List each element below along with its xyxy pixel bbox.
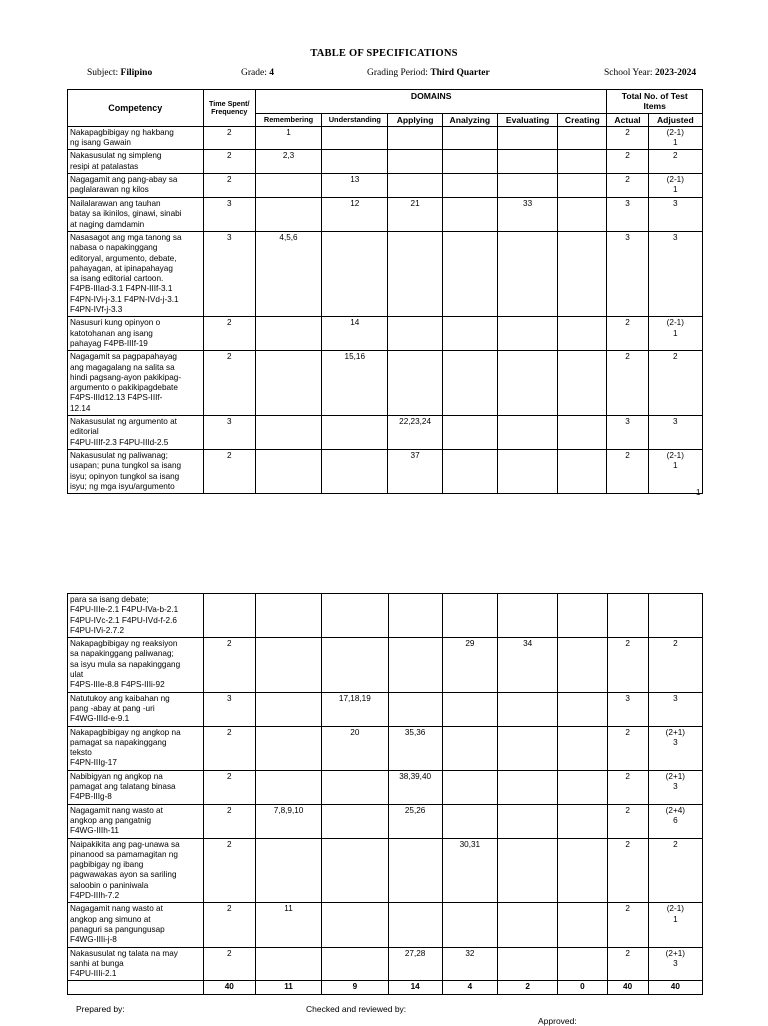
creating-cell <box>558 416 607 450</box>
applying-cell <box>388 150 442 174</box>
understanding-cell <box>322 594 388 638</box>
evaluating-cell <box>497 317 557 351</box>
analyzing-cell: 30,31 <box>442 838 497 903</box>
understanding-cell <box>322 770 388 804</box>
understanding-cell: 14 <box>322 317 388 351</box>
applying-cell <box>388 838 442 903</box>
applying-cell <box>388 692 442 726</box>
creating-cell <box>558 770 607 804</box>
evaluating-cell <box>498 692 558 726</box>
table-row <box>68 692 703 726</box>
evaluating-cell <box>497 416 557 450</box>
remembering-cell: 4,5,6 <box>255 231 321 316</box>
total-applying-cell: 14 <box>388 981 442 994</box>
creating-cell <box>558 126 607 150</box>
total-understanding-cell: 9 <box>322 981 388 994</box>
analyzing-cell <box>442 416 497 450</box>
applying-cell: 21 <box>388 198 442 232</box>
header-evaluating: Evaluating <box>497 113 557 126</box>
school-year-value: 2023-2024 <box>654 68 697 78</box>
remembering-cell <box>255 449 321 493</box>
competency-cell: Nabibigyan ng angkop na pamagat ang talatang binasa F4PB-IIIg-8 <box>68 770 204 804</box>
analyzing-cell <box>442 351 497 416</box>
analyzing-cell <box>442 903 497 947</box>
subject-label: Subject: <box>87 68 119 78</box>
total-time-cell: 40 <box>203 981 255 994</box>
competency-cell: Nakasusulat ng argumento at editorial F4PU-IIIf-2.3 F4PU-IIId-2.5 <box>68 416 204 450</box>
evaluating-cell: 33 <box>497 198 557 232</box>
table-row <box>68 726 703 770</box>
understanding-cell: 12 <box>322 198 388 232</box>
actual-cell: 2 <box>607 804 648 838</box>
remembering-cell <box>255 174 321 198</box>
understanding-cell <box>322 947 388 981</box>
remembering-cell <box>255 351 321 416</box>
creating-cell <box>558 804 607 838</box>
adjusted-cell: 2 <box>648 351 702 416</box>
evaluating-cell <box>498 838 558 903</box>
evaluating-cell <box>498 594 558 638</box>
analyzing-cell <box>442 126 497 150</box>
creating-cell <box>558 317 607 351</box>
adjusted-cell: (2+1) 3 <box>648 770 702 804</box>
time-cell: 2 <box>203 804 255 838</box>
adjusted-cell: 2 <box>648 838 702 903</box>
remembering-cell <box>255 838 321 903</box>
understanding-cell: 20 <box>322 726 388 770</box>
evaluating-cell <box>498 804 558 838</box>
applying-cell: 25,26 <box>388 804 442 838</box>
total-evaluating-cell: 2 <box>498 981 558 994</box>
competency-cell: para sa isang debate; F4PU-IIIe-2.1 F4PU-IVa-b-2.1 F4PU-IVc-2.1 F4PU-IVd-f-2.6 F4PU-IVi-2.7.2 <box>68 594 204 638</box>
adjusted-cell: 2 <box>648 150 702 174</box>
adjusted-cell: (2+1) 3 <box>648 726 702 770</box>
competency-cell: Nakasusulat ng paliwanag; usapan; puna tungkol sa isang isyu; opinyon tungkol sa isang isyu; ng mga isyu/argumento <box>68 449 204 493</box>
adjusted-cell: (2-1) 1 <box>648 174 702 198</box>
understanding-cell <box>322 449 388 493</box>
understanding-cell <box>322 150 388 174</box>
applying-cell <box>388 174 442 198</box>
total-competency-cell <box>68 981 204 994</box>
creating-cell <box>558 231 607 316</box>
competency-cell: Nagagamit ang pang-abay sa paglalarawan ng kilos <box>68 174 204 198</box>
header-time-spent: Time Spent/ Frequency <box>203 90 255 127</box>
analyzing-cell <box>442 174 497 198</box>
remembering-cell <box>255 317 321 351</box>
total-adjusted-cell: 40 <box>648 981 702 994</box>
actual-cell: 2 <box>607 947 648 981</box>
remembering-cell <box>255 198 321 232</box>
table-row <box>68 231 703 316</box>
applying-cell <box>388 231 442 316</box>
competency-cell: Nakapagbibigay ng angkop na pamagat sa napakinggang teksto F4PN-IIIg-17 <box>68 726 204 770</box>
table-row <box>68 351 703 416</box>
remembering-cell <box>255 638 321 692</box>
creating-cell <box>558 449 607 493</box>
creating-cell <box>558 150 607 174</box>
actual-cell: 2 <box>607 726 648 770</box>
table-row <box>68 198 703 232</box>
table-row <box>68 594 703 638</box>
remembering-cell: 11 <box>255 903 321 947</box>
remembering-cell: 2,3 <box>255 150 321 174</box>
understanding-cell <box>322 804 388 838</box>
adjusted-cell: 3 <box>648 692 702 726</box>
creating-cell <box>558 692 607 726</box>
table-row <box>68 449 703 493</box>
actual-cell: 2 <box>607 838 648 903</box>
applying-cell: 37 <box>388 449 442 493</box>
total-creating-cell: 0 <box>558 981 607 994</box>
analyzing-cell: 29 <box>442 638 497 692</box>
analyzing-cell <box>442 726 497 770</box>
evaluating-cell <box>498 770 558 804</box>
understanding-cell <box>322 638 388 692</box>
table-row <box>68 903 703 947</box>
grade-value: 4 <box>269 68 274 78</box>
understanding-cell <box>322 126 388 150</box>
applying-cell <box>388 638 442 692</box>
remembering-cell <box>255 770 321 804</box>
header-creating: Creating <box>558 113 607 126</box>
time-cell: 3 <box>203 692 255 726</box>
evaluating-cell <box>497 231 557 316</box>
actual-cell: 3 <box>607 198 648 232</box>
document-title: TABLE OF SPECIFICATIONS <box>310 48 458 59</box>
grade-label: Grade: <box>241 68 267 78</box>
applying-cell <box>388 594 442 638</box>
table-row <box>68 416 703 450</box>
evaluating-cell <box>498 903 558 947</box>
analyzing-cell <box>442 594 497 638</box>
header-actual: Actual <box>607 113 648 126</box>
applying-cell: 35,36 <box>388 726 442 770</box>
time-cell: 2 <box>203 126 255 150</box>
header-total-items: Total No. of Test Items <box>607 90 703 114</box>
remembering-cell: 7,8,9,10 <box>255 804 321 838</box>
table-row <box>68 770 703 804</box>
actual-cell <box>607 594 648 638</box>
totals-row <box>68 981 703 994</box>
subject-info <box>87 68 152 78</box>
applying-cell: 22,23,24 <box>388 416 442 450</box>
understanding-cell <box>322 903 388 947</box>
time-cell: 2 <box>203 317 255 351</box>
actual-cell: 2 <box>607 317 648 351</box>
remembering-cell <box>255 726 321 770</box>
creating-cell <box>558 947 607 981</box>
competency-cell: Nagagamit sa pagpapahayag ang magagalang na salita sa hindi pagsang-ayon pakikipag- argumento o pakikipagdebate F4PS-IIId12.13 F4PS-IIIf- 12.14 <box>68 351 204 416</box>
header-domains: DOMAINS <box>255 90 607 114</box>
competency-cell: Nakasusulat ng talata na may sanhi at bunga F4PU-IIIi-2.1 <box>68 947 204 981</box>
school-year-info <box>604 68 696 78</box>
time-cell: 2 <box>203 638 255 692</box>
subject-value: Filipino <box>120 68 153 78</box>
actual-cell: 2 <box>607 903 648 947</box>
analyzing-cell <box>442 770 497 804</box>
competency-cell: Nailalarawan ang tauhan batay sa ikinilos, ginawi, sinabi at naging damdamin <box>68 198 204 232</box>
adjusted-cell: (2-1) 1 <box>648 126 702 150</box>
creating-cell <box>558 638 607 692</box>
table-row <box>68 638 703 692</box>
remembering-cell <box>255 594 321 638</box>
time-cell: 3 <box>203 416 255 450</box>
understanding-cell: 15,16 <box>322 351 388 416</box>
time-cell: 2 <box>203 838 255 903</box>
actual-cell: 3 <box>607 692 648 726</box>
analyzing-cell <box>442 150 497 174</box>
adjusted-cell: (2-1) 1 <box>648 903 702 947</box>
analyzing-cell <box>442 231 497 316</box>
grading-period-label: Grading Period: <box>367 68 428 78</box>
specifications-table-page-1 <box>67 89 703 494</box>
table-row <box>68 126 703 150</box>
understanding-cell: 13 <box>322 174 388 198</box>
competency-cell: Nasasagot ang mga tanong sa nabasa o napakinggang editoryal, argumento, debate, pahayagan, at ipinapahayag sa isang editorial cartoon. F4PB-IIIad-3.1 F4PN-IIIf-3.1 F4PN-IVi-j-3.1 F4PN-IVd-j-3.1 F4PN-IVf-j-3.3 <box>68 231 204 316</box>
actual-cell: 2 <box>607 174 648 198</box>
evaluating-cell <box>497 150 557 174</box>
competency-cell: Nakapagbibigay ng hakbang ng isang Gawain <box>68 126 204 150</box>
header-applying: Applying <box>388 113 442 126</box>
time-cell: 2 <box>203 449 255 493</box>
time-cell: 2 <box>203 947 255 981</box>
time-cell: 2 <box>203 351 255 416</box>
competency-cell: Nagagamit nang wasto at angkop ang simuno at panaguri sa pangungusap F4WG-IIIi-j-8 <box>68 903 204 947</box>
header-adjusted: Adjusted <box>648 113 702 126</box>
actual-cell: 2 <box>607 449 648 493</box>
actual-cell: 2 <box>607 770 648 804</box>
creating-cell <box>558 198 607 232</box>
evaluating-cell <box>498 726 558 770</box>
remembering-cell: 1 <box>255 126 321 150</box>
applying-cell: 38,39,40 <box>388 770 442 804</box>
total-analyzing-cell: 4 <box>442 981 497 994</box>
creating-cell <box>558 903 607 947</box>
header-analyzing: Analyzing <box>442 113 497 126</box>
evaluating-cell <box>497 126 557 150</box>
adjusted-cell: (2-1) 1 <box>648 449 702 493</box>
adjusted-cell: 3 <box>648 198 702 232</box>
competency-cell: Nagagamit nang wasto at angkop ang pangatnig F4WG-IIIh-11 <box>68 804 204 838</box>
evaluating-cell: 34 <box>498 638 558 692</box>
competency-cell: Natutukoy ang kaibahan ng pang -abay at pang -uri F4WG-IIId-e-9.1 <box>68 692 204 726</box>
understanding-cell <box>322 416 388 450</box>
table-row <box>68 317 703 351</box>
adjusted-cell: (2+1) 3 <box>648 947 702 981</box>
total-actual-cell: 40 <box>607 981 648 994</box>
grade-info <box>241 68 274 78</box>
adjusted-cell: 2 <box>648 638 702 692</box>
table-row <box>68 804 703 838</box>
time-cell: 3 <box>203 198 255 232</box>
evaluating-cell <box>497 174 557 198</box>
grading-period-info <box>367 68 490 78</box>
evaluating-cell <box>497 449 557 493</box>
applying-cell <box>388 351 442 416</box>
header-remembering: Remembering <box>255 113 321 126</box>
actual-cell: 2 <box>607 126 648 150</box>
understanding-cell: 17,18,19 <box>322 692 388 726</box>
analyzing-cell <box>442 692 497 726</box>
understanding-cell <box>322 231 388 316</box>
actual-cell: 3 <box>607 231 648 316</box>
time-cell: 2 <box>203 770 255 804</box>
actual-cell: 2 <box>607 351 648 416</box>
actual-cell: 2 <box>607 638 648 692</box>
creating-cell <box>558 351 607 416</box>
competency-cell: Nakapagbibigay ng reaksiyon sa napakinggang paliwanag; sa isyu mula sa napakinggang ulat F4PS-IIIe-8.8 F4PS-IIIi-92 <box>68 638 204 692</box>
actual-cell: 3 <box>607 416 648 450</box>
header-competency: Competency <box>68 90 204 127</box>
applying-cell <box>388 903 442 947</box>
time-cell: 2 <box>203 726 255 770</box>
applying-cell <box>388 317 442 351</box>
specifications-table-page-2 <box>67 593 703 995</box>
total-remembering-cell: 11 <box>255 981 321 994</box>
table-row <box>68 150 703 174</box>
time-cell <box>203 594 255 638</box>
actual-cell: 2 <box>607 150 648 174</box>
school-year-label: School Year: <box>604 68 653 78</box>
analyzing-cell <box>442 317 497 351</box>
analyzing-cell: 32 <box>442 947 497 981</box>
adjusted-cell: 3 <box>648 231 702 316</box>
creating-cell <box>558 838 607 903</box>
applying-cell: 27,28 <box>388 947 442 981</box>
time-cell: 2 <box>203 150 255 174</box>
table-row <box>68 174 703 198</box>
analyzing-cell <box>442 449 497 493</box>
adjusted-cell: (2+4) 6 <box>648 804 702 838</box>
page-number: 1 <box>696 488 701 497</box>
analyzing-cell <box>442 198 497 232</box>
competency-cell: Naipakikita ang pag-unawa sa pinanood sa pamamagitan ng pagbibigay ng ibang pagwawakas ayon sa sariling saloobin o paniniwala F4PD-IIIh-7.2 <box>68 838 204 903</box>
table-row <box>68 947 703 981</box>
understanding-cell <box>322 838 388 903</box>
creating-cell <box>558 726 607 770</box>
creating-cell <box>558 594 607 638</box>
remembering-cell <box>255 416 321 450</box>
approved-label: Approved: <box>538 1016 577 1026</box>
remembering-cell <box>255 947 321 981</box>
competency-cell: Nasusuri kung opinyon o katotohanan ang isang pahayag F4PB-IIIf-19 <box>68 317 204 351</box>
competency-cell: Nakasusulat ng simpleng resipi at patalastas <box>68 150 204 174</box>
table-row <box>68 838 703 903</box>
header-understanding: Understanding <box>322 113 388 126</box>
time-cell: 3 <box>203 231 255 316</box>
creating-cell <box>558 174 607 198</box>
adjusted-cell <box>648 594 702 638</box>
applying-cell <box>388 126 442 150</box>
adjusted-cell: (2-1) 1 <box>648 317 702 351</box>
evaluating-cell <box>498 947 558 981</box>
checked-by-label: Checked and reviewed by: <box>306 1004 407 1014</box>
adjusted-cell: 3 <box>648 416 702 450</box>
analyzing-cell <box>442 804 497 838</box>
time-cell: 2 <box>203 174 255 198</box>
time-cell: 2 <box>203 903 255 947</box>
evaluating-cell <box>497 351 557 416</box>
grading-period-value: Third Quarter <box>430 68 490 78</box>
prepared-by-label: Prepared by: <box>76 1004 125 1014</box>
remembering-cell <box>255 692 321 726</box>
